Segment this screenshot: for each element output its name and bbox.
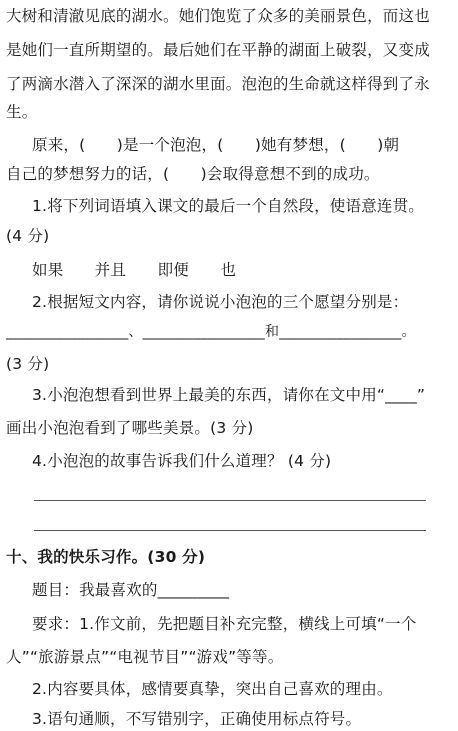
question-2-score: (3 分) <box>6 355 50 373</box>
essay-requirement-1: 要求：1.作文前，先把题目补充完整，横线上可填“一个 <box>32 615 417 633</box>
passage-line-3: 了两滴水潜入了深深的湖水里面。泡泡的生命就这样得到了永 <box>6 75 430 93</box>
essay-requirement-3: 3.语句通顺，不写错别字，正确使用标点符号。 <box>32 710 362 728</box>
question-1-words: 如果 并且 即便 也 <box>32 261 237 279</box>
section-10-heading: 十、我的快乐习作。(30 分) <box>6 548 206 566</box>
essay-topic: 题目：我最喜欢的_________ <box>32 581 230 599</box>
passage-line-2: 是她们一直所期望的。最后她们在平静的湖面上破裂，又变成 <box>6 41 430 59</box>
question-2-blanks: _________________、_________________和_________________。 <box>6 324 416 340</box>
question-4-text: 4.小泡泡的故事告诉我们什么道理？ (4 分) <box>32 452 332 470</box>
fill-blank-line-1: 原来，( )是一个泡泡，( )她有梦想，( )朝 <box>32 136 400 154</box>
question-2-text: 2.根据短文内容，请你说说小泡泡的三个愿望分别是： <box>32 293 409 311</box>
essay-requirement-1-cont: 人”“旅游景点”“电视节目”“游戏”等等。 <box>6 648 284 666</box>
question-1-text: 1.将下列词语填入课文的最后一个自然段，使语意连贯。 <box>32 197 424 215</box>
question-1-score: (4 分) <box>6 227 50 245</box>
answer-line-1 <box>34 500 426 501</box>
fill-blank-line-2: 自己的梦想努力的话，( )会取得意想不到的成功。 <box>6 165 380 183</box>
question-3-text: 3.小泡泡想看到世界上最美的东西，请你在文中用“____” <box>32 386 426 404</box>
passage-line-4: 生。 <box>6 103 38 121</box>
question-3-text-2: 画出小泡泡看到了哪些美景。(3 分) <box>6 419 254 437</box>
passage-line-1: 大树和清澈见底的湖水。她们饱览了众多的美丽景色，而这也 <box>6 7 430 25</box>
essay-requirement-2: 2.内容要具体，感情要真挚，突出自己喜欢的理由。 <box>32 680 393 698</box>
answer-line-2 <box>34 530 426 531</box>
